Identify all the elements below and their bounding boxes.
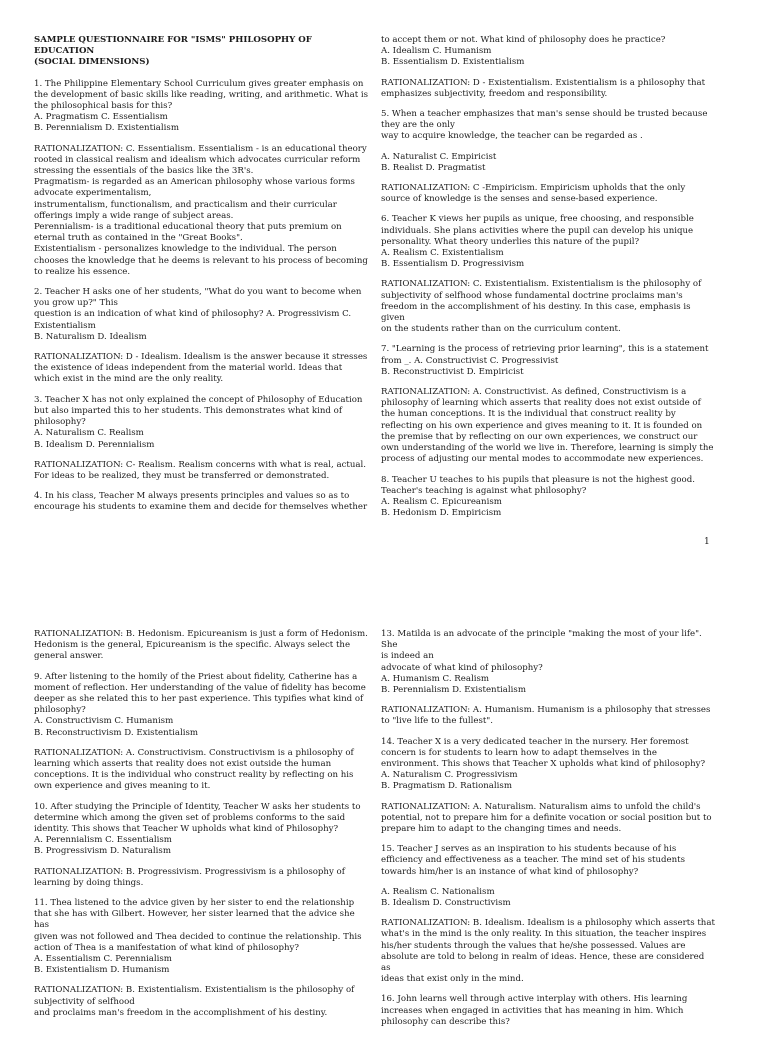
question-5-choices: A. Naturalist C. Empiricist B. Realist D. Pragmatist	[381, 151, 497, 173]
rationalization-5: RATIONALIZATION: C -Empiricism. Empiricism upholds that the only source of knowledge is the senses and sense-based experience.	[381, 183, 686, 205]
page2-left-column	[34, 629, 369, 1028]
rationalization-9: RATIONALIZATION: A. Constructivism. Constructivism is a philosophy of learning which asserts that reality does not exist outside the human conceptions. It is the individual who construct reality by reflecting on his own experience and gives meaning to it.	[34, 747, 354, 792]
question-8: 8. Teacher U teaches to his pupils that pleasure is not the highest good. Teacher's teaching is against what philosophy? A. Realism C. Epicureanism B. Hedonism D. Empiricism	[381, 474, 695, 519]
rationalization-8: RATIONALIZATION: B. Hedonism. Epicureanism is just a form of Hedonism. Hedonism is the general, Epicureanism is the specific. Always select the general answer.	[34, 629, 368, 662]
question-1: 1. The Philippine Elementary School Curriculum gives greater emphasis on the development of basic skills like reading, writing, and arithmetic. What is the philosophical basis for this? A. Pragmatism C. Essentialism B. Perennialism D. Existentialism	[34, 78, 369, 134]
question-4-end: to accept them or not. What kind of philosophy does he practice? A. Idealism C. Humanism B. Essentialism D. Existentialism	[381, 35, 666, 68]
rationalization-2: RATIONALIZATION: D - Idealism. Idealism is the answer because it stresses the existence of ideas independent from the material world. Ideas that which exist in the mind are the only reality.	[34, 352, 368, 385]
page-number: 1	[704, 537, 710, 547]
rationalization-7: RATIONALIZATION: A. Constructivist. As defined, Constructivism is a philosophy of learning which asserts that reality does not exist outside of the human conceptions. It is the individual that construct reality by reflecting on his own experience and gives meaning to it. It is founded on the premise that by reflecting on our own experiences, we construct our own understanding of the world we live in. Therefore, learning is simply the process of adjusting our mental modes to accommodate new experiences.	[381, 387, 714, 465]
page1-right-column	[381, 35, 716, 528]
rationalization-4: RATIONALIZATION: D - Existentialism. Existentialism is a philosophy that emphasizes subjectivity, freedom and responsibility.	[381, 77, 706, 99]
question-2: 2. Teacher H asks one of her students, "What do you want to become when you grow up?" This question is an indication of what kind of philosophy? A. Progressivism C. Existentialism B. Naturalism D. Idealism	[34, 287, 362, 342]
rationalization-14: RATIONALIZATION: A. Naturalism. Naturalism aims to unfold the child's potential, not to prepare him for a definite vocation or social position but to prepare him to adapt to the changing times and needs.	[381, 801, 712, 835]
rationalization-15: RATIONALIZATION: B. Idealism. Idealism is a philosophy which asserts that what's in the mind is the only reality. In this situation, the teacher inspires his/her students through the values that he/she possessed. Values are absolute are told to belong in realm of ideas. Hence, these are considered as ideas that exist only in the mind.	[381, 918, 715, 985]
document-title: SAMPLE QUESTIONNAIRE FOR "ISMS" PHILOSOPHY OF EDUCATION (SOCIAL DIMENSIONS)	[34, 35, 312, 68]
question-16: 16. John learns well through active interplay with others. His learning increases when engaged in activities that has meaning in him. Which philosophy can describe this?	[381, 994, 688, 1027]
question-9: 9. After listening to the homily of the Priest about fidelity, Catherine has a moment of reflection. Her understanding of the value of fidelity has become deeper as she related this to her past experience. This typifies what kind of philosophy? A. Constructivism C. Humanism B. Reconstructivism D. Existentialism	[34, 671, 366, 738]
question-3: 3. Teacher X has not only explained the concept of Philosophy of Education but also imparted this to her students. This demonstrates what kind of philosophy? A. Naturalism C. Realism B. Idealism D. Perennialism	[34, 394, 363, 450]
question-6: 6. Teacher K views her pupils as unique, free choosing, and responsible individuals. She plans activities where the pupil can develop his unique personality. What theory underlies this nature of the pupil? A. Realism C. Existentialism B. Essentialism D. Progressivism	[381, 214, 694, 270]
question-15: 15. Teacher J serves as an inspiration to his students because of his efficiency and effectiveness as a teacher. The mind set of his students towards him/her is an instance of what kind of philosophy?	[381, 844, 685, 877]
page-gap	[0, 560, 768, 615]
question-15-choices: A. Realism C. Nationalism B. Idealism D. Constructivism	[381, 886, 511, 909]
rationalization-10: RATIONALIZATION: B. Progressivism. Progressivism is a philosophy of learning by doing things.	[34, 866, 345, 888]
question-13: 13. Matilda is an advocate of the principle "making the most of your life". She is indeed an advocate of what kind of philosophy? A. Humanism C. Realism B. Perennialism D. Existentialism	[381, 629, 702, 696]
rationalization-1: RATIONALIZATION: C. Essentialism. Essentialism - is an educational theory rooted in classical realism and idealism which advocates curricular reform stressing the essentials of the basics like the 3R's. Pragmatism- is regarded as an American philosophy whose various forms advocate experimentalism, instrumentalism, functionalism, and practicalism and their curricular offerings imply a wide range of subject areas. Perennialism- is a traditional educational theory that puts premium on eternal truth as contained in the "Great Books". Existentialism - personalizes knowledge to the individual. The person chooses the knowledge that he deems is relevant to his process of becoming to realize his essence.	[34, 143, 368, 277]
question-14: 14. Teacher X is a very dedicated teacher in the nursery. Her foremost concern is for students to learn how to adapt themselves in the environment. This shows that Teacher X upholds what kind of philosophy? A. Naturalism C. Progressivism B. Pragmatism D. Rationalism	[381, 736, 706, 792]
rationalization-11: RATIONALIZATION: B. Existentialism. Existentialism is the philosophy of subjectivity of selfhood and proclaims man's freedom in the accomplishment of his destiny.	[34, 985, 355, 1018]
question-5: 5. When a teacher emphasizes that man's sense should be trusted because they are the only way to acquire knowledge, the teacher can be regarded as .	[381, 109, 708, 142]
question-11: 11. Thea listened to the advice given by her sister to end the relationship that she has with Gilbert. However, her sister learned that the advice she has given was not followed and Thea decided to continue the relationship. This action of Thea is a manifestation of what kind of philosophy? A. Essentialism C. Perennialism B. Existentialism D. Humanism	[34, 898, 362, 976]
page1-left-column	[34, 35, 369, 523]
rationalization-6: RATIONALIZATION: C. Existentialism. Existentialism is the philosophy of subjectivity of selfhood whose fundamental doctrine proclaims man's freedom in the accomplishment of his destiny. In this case, emphasis is given on the students rather than on the curriculum content.	[381, 279, 702, 335]
page2-right-column	[381, 629, 716, 1037]
rationalization-13: RATIONALIZATION: A. Humanism. Humanism is a philosophy that stresses to "live life to the fullest".	[381, 705, 711, 727]
question-10: 10. After studying the Principle of Identity, Teacher W asks her students to determine which among the given set of problems conforms to the said identity. This shows that Teacher W upholds what kind of Philosophy? A. Perennialism C. Essentialism B. Progressivism D. Naturalism	[34, 801, 361, 857]
rationalization-3: RATIONALIZATION: C- Realism. Realism concerns with what is real, actual. For ideas to be realized, they must be transferred or demonstrated.	[34, 459, 366, 481]
question-7: 7. "Learning is the process of retrieving prior learning", this is a statement from _. A. Constructivist C. Progressivist B. Reconstructivist D. Empiricist	[381, 344, 709, 377]
question-4-start: 4. In his class, Teacher M always presents principles and values so as to encourage his students to examine them and decide for themselves whether	[34, 491, 368, 513]
